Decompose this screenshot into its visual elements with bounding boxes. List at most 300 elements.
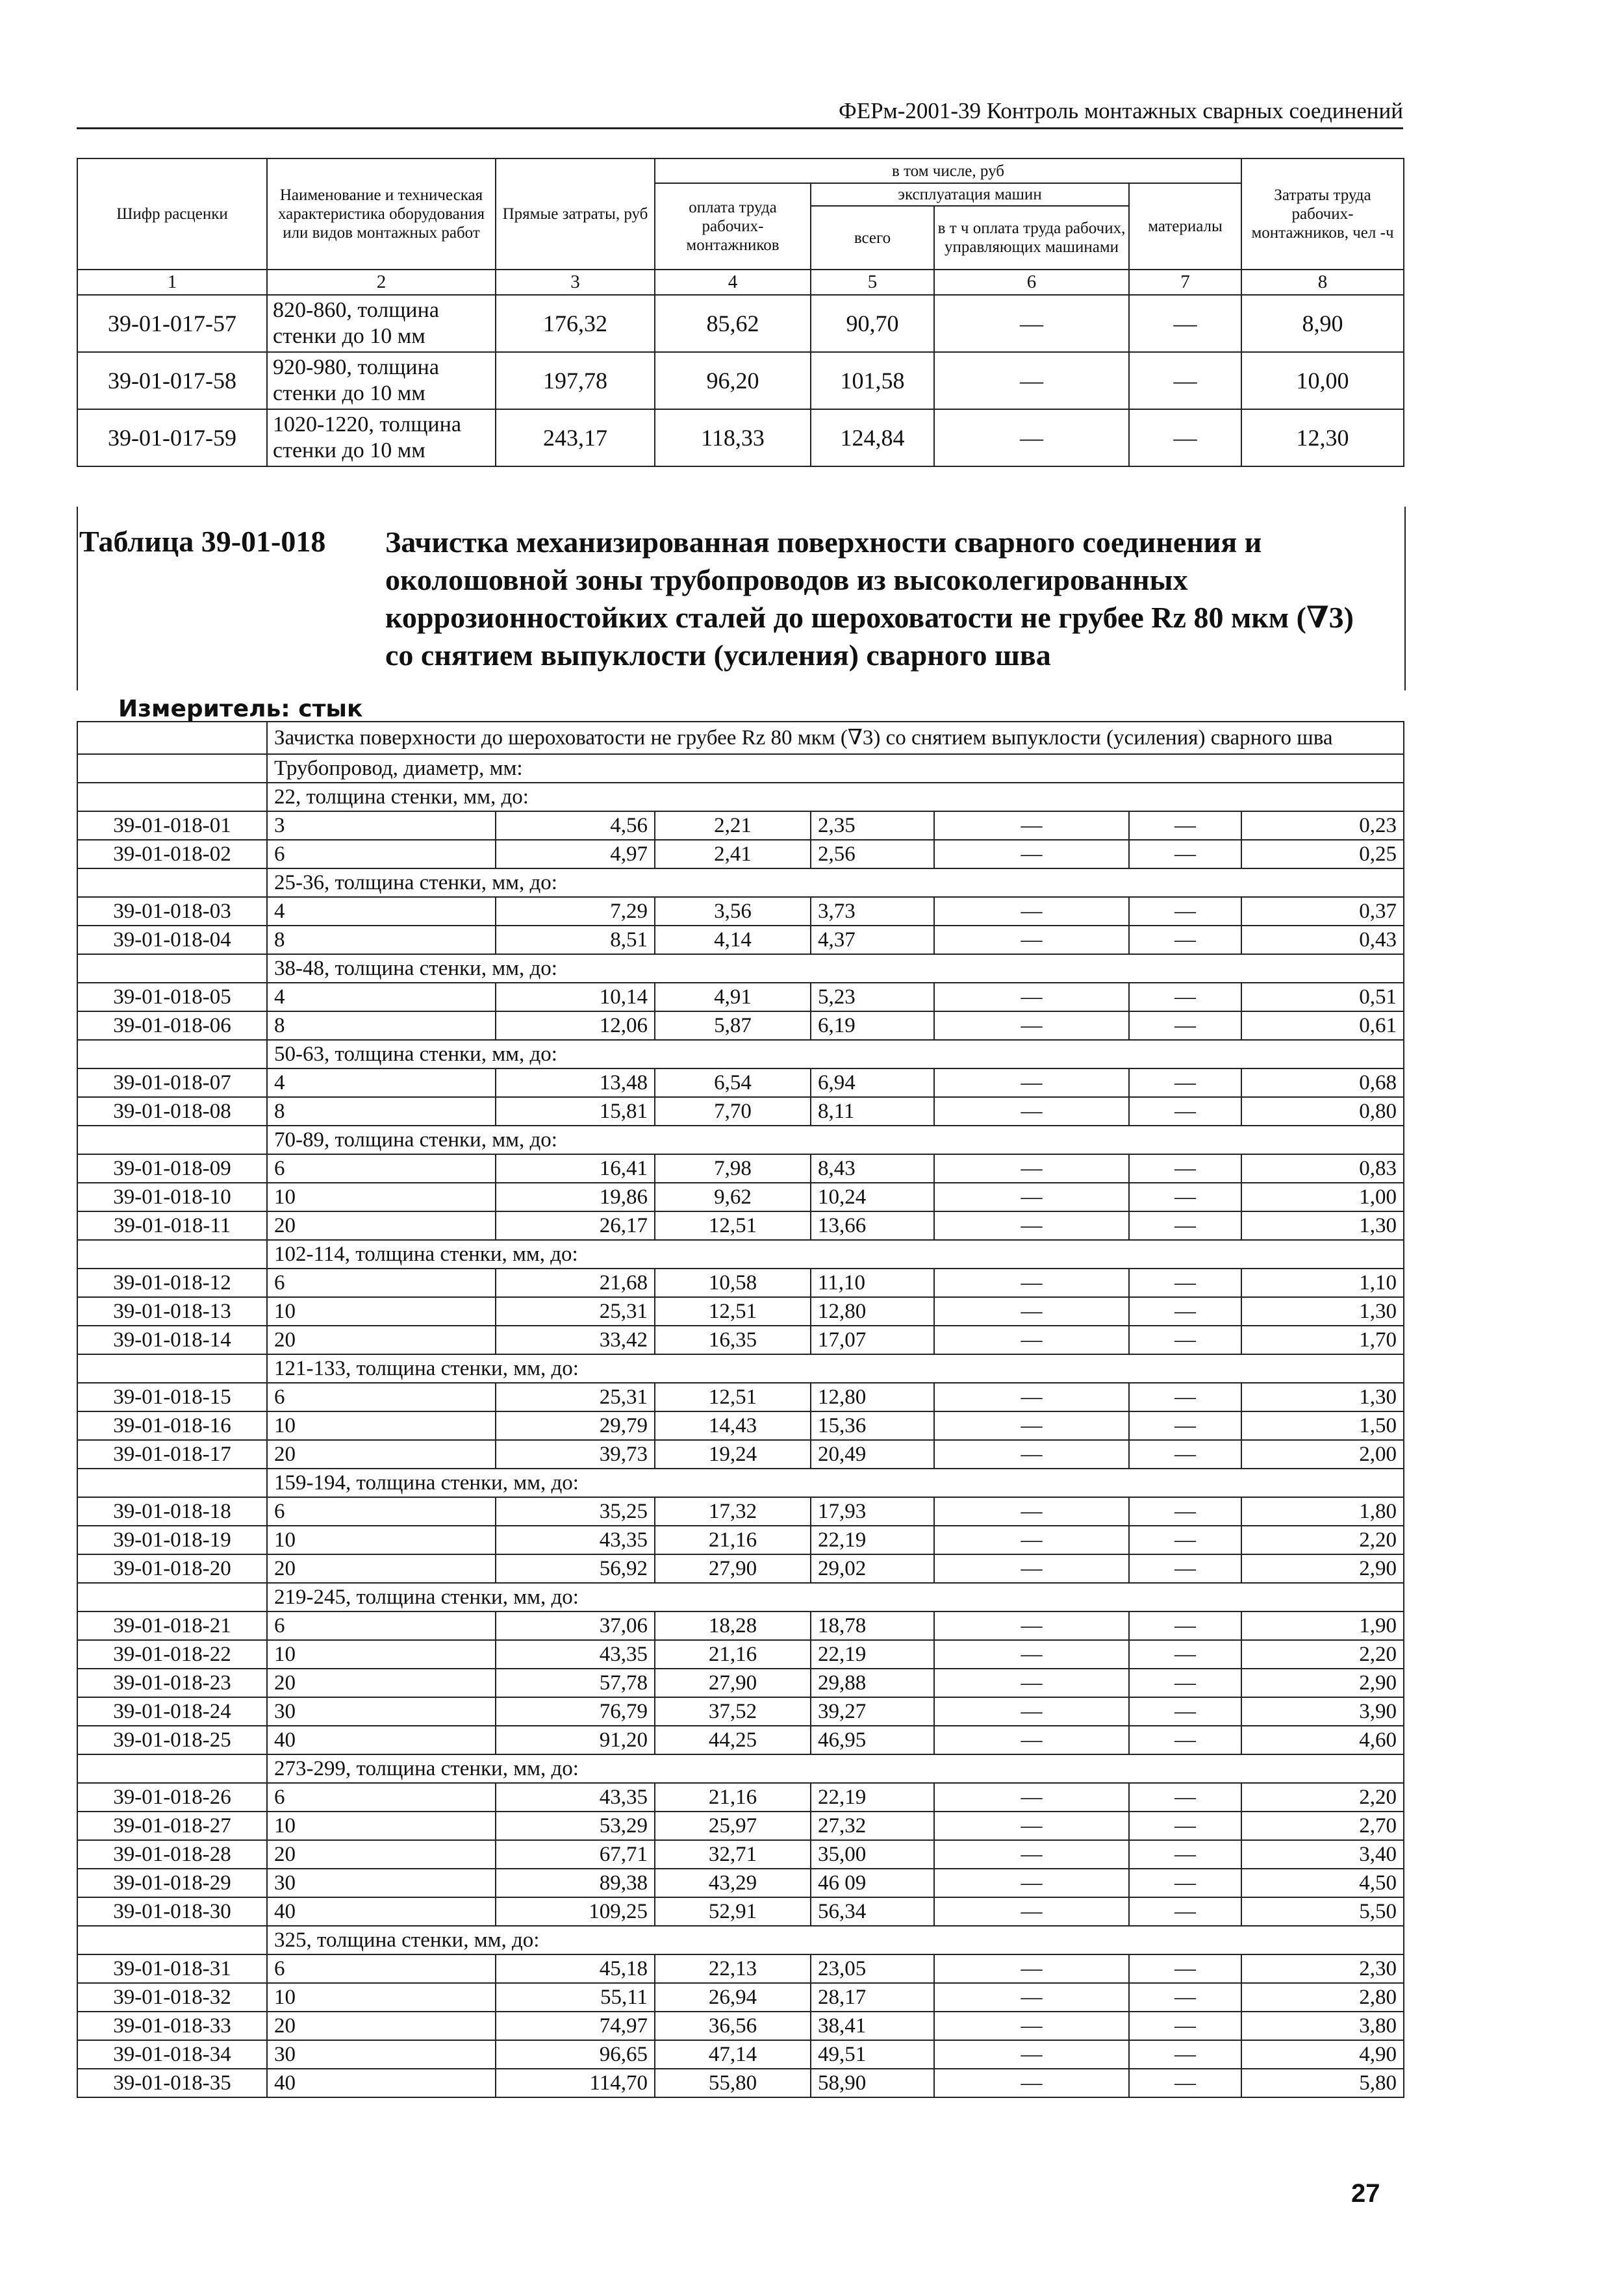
cell-labor: 5,50 bbox=[1241, 1897, 1404, 1926]
cell-machine-wages: — bbox=[934, 1097, 1129, 1126]
table-row bbox=[77, 983, 1404, 1011]
cell-materials: — bbox=[1129, 1812, 1241, 1840]
cell-total: 15,36 bbox=[811, 1411, 934, 1440]
cell-name: 920-980, толщина стенки до 10 мм bbox=[267, 352, 496, 409]
cell-materials: — bbox=[1129, 1669, 1241, 1697]
page-number: 27 bbox=[1351, 2179, 1380, 2208]
cell-machine-wages: — bbox=[934, 1983, 1129, 2012]
cell-total: 38,41 bbox=[811, 2012, 934, 2040]
cell-wages: 118,33 bbox=[655, 409, 811, 466]
cell-labor: 2,90 bbox=[1241, 1669, 1404, 1697]
cell-direct: 43,35 bbox=[496, 1783, 655, 1812]
cell-wages: 85,62 bbox=[655, 295, 811, 352]
cell-wages: 44,25 bbox=[655, 1726, 811, 1754]
column-number: 7 bbox=[1129, 270, 1241, 295]
cell-total: 90,70 bbox=[811, 295, 934, 352]
table-code: Таблица 39-01-018 bbox=[79, 525, 326, 558]
group-header-row bbox=[77, 1240, 1404, 1269]
cell-thickness: 6 bbox=[267, 840, 496, 868]
header-wages: оплата труда рабочих-монтажников bbox=[655, 183, 811, 270]
cell-materials: — bbox=[1129, 1497, 1241, 1526]
column-number: 6 bbox=[934, 270, 1129, 295]
cell-wages: 14,43 bbox=[655, 1411, 811, 1440]
group-label: 50-63, толщина стенки, мм, до: bbox=[267, 1040, 1404, 1068]
cell-labor: 4,50 bbox=[1241, 1869, 1404, 1897]
cell-wages: 22,13 bbox=[655, 1954, 811, 1983]
cell-thickness: 6 bbox=[267, 1383, 496, 1411]
cell-wages: 2,21 bbox=[655, 811, 811, 840]
cell-total: 6,19 bbox=[811, 1011, 934, 1040]
cell-labor: 2,20 bbox=[1241, 1783, 1404, 1812]
header-materials: материалы bbox=[1129, 183, 1241, 270]
cell-direct: 43,35 bbox=[496, 1526, 655, 1554]
column-number: 1 bbox=[77, 270, 267, 295]
cell-direct: 26,17 bbox=[496, 1211, 655, 1240]
cell-code: 39-01-018-32 bbox=[77, 1983, 267, 2012]
cell-total: 49,51 bbox=[811, 2040, 934, 2069]
cell-machine-wages: — bbox=[934, 1726, 1129, 1754]
cell-wages: 52,91 bbox=[655, 1897, 811, 1926]
cell-wages: 7,98 bbox=[655, 1154, 811, 1183]
cell-thickness: 8 bbox=[267, 1011, 496, 1040]
table-row bbox=[77, 1297, 1404, 1326]
cell-wages: 7,70 bbox=[655, 1097, 811, 1126]
cell-total: 8,11 bbox=[811, 1097, 934, 1126]
cell-materials: — bbox=[1129, 1726, 1241, 1754]
cell-wages: 12,51 bbox=[655, 1211, 811, 1240]
cell-code: 39-01-018-28 bbox=[77, 1840, 267, 1869]
cell-code: 39-01-018-24 bbox=[77, 1697, 267, 1726]
code-spacer bbox=[77, 1040, 267, 1068]
cell-machine-wages: — bbox=[934, 1526, 1129, 1554]
cell-total: 39,27 bbox=[811, 1697, 934, 1726]
cell-code: 39-01-018-14 bbox=[77, 1326, 267, 1354]
table-row bbox=[77, 1611, 1404, 1640]
cell-direct: 19,86 bbox=[496, 1183, 655, 1211]
cell-total: 2,56 bbox=[811, 840, 934, 868]
cell-code: 39-01-017-58 bbox=[77, 352, 267, 409]
cell-total: 8,43 bbox=[811, 1154, 934, 1183]
cell-wages: 4,14 bbox=[655, 926, 811, 954]
table-row bbox=[77, 1812, 1404, 1840]
table-row bbox=[77, 2069, 1404, 2097]
code-spacer bbox=[77, 722, 267, 754]
cell-thickness: 10 bbox=[267, 1983, 496, 2012]
cell-labor: 1,70 bbox=[1241, 1326, 1404, 1354]
cell-code: 39-01-018-13 bbox=[77, 1297, 267, 1326]
cell-code: 39-01-018-09 bbox=[77, 1154, 267, 1183]
table-row bbox=[77, 1954, 1404, 1983]
cell-direct: 197,78 bbox=[496, 352, 655, 409]
table-row bbox=[77, 1697, 1404, 1726]
cell-materials: — bbox=[1129, 352, 1241, 409]
cell-materials: — bbox=[1129, 897, 1241, 926]
cell-wages: 27,90 bbox=[655, 1669, 811, 1697]
cell-code: 39-01-018-30 bbox=[77, 1897, 267, 1926]
cell-direct: 29,79 bbox=[496, 1411, 655, 1440]
cell-machine-wages: — bbox=[934, 1211, 1129, 1240]
cell-materials: — bbox=[1129, 1840, 1241, 1869]
cell-code: 39-01-018-10 bbox=[77, 1183, 267, 1211]
cell-machine-wages: — bbox=[934, 1068, 1129, 1097]
cell-materials: — bbox=[1129, 1211, 1241, 1240]
cell-total: 11,10 bbox=[811, 1269, 934, 1297]
cell-thickness: 6 bbox=[267, 1154, 496, 1183]
cell-total: 22,19 bbox=[811, 1526, 934, 1554]
group-header-row bbox=[77, 1469, 1404, 1497]
cell-thickness: 40 bbox=[267, 1726, 496, 1754]
cell-materials: — bbox=[1129, 1068, 1241, 1097]
cell-total: 22,19 bbox=[811, 1640, 934, 1669]
cell-direct: 10,14 bbox=[496, 983, 655, 1011]
cell-code: 39-01-018-01 bbox=[77, 811, 267, 840]
table-row bbox=[77, 811, 1404, 840]
column-number: 5 bbox=[811, 270, 934, 295]
cell-thickness: 6 bbox=[267, 1954, 496, 1983]
cell-wages: 19,24 bbox=[655, 1440, 811, 1469]
cell-wages: 10,58 bbox=[655, 1269, 811, 1297]
cell-thickness: 20 bbox=[267, 2012, 496, 2040]
cell-materials: — bbox=[1129, 926, 1241, 954]
cell-thickness: 10 bbox=[267, 1411, 496, 1440]
cell-direct: 91,20 bbox=[496, 1726, 655, 1754]
cell-materials: — bbox=[1129, 1097, 1241, 1126]
cell-direct: 45,18 bbox=[496, 1954, 655, 1983]
cell-direct: 76,79 bbox=[496, 1697, 655, 1726]
cell-code: 39-01-018-31 bbox=[77, 1954, 267, 1983]
cell-direct: 25,31 bbox=[496, 1383, 655, 1411]
cell-wages: 6,54 bbox=[655, 1068, 811, 1097]
cell-labor: 1,90 bbox=[1241, 1611, 1404, 1640]
cell-wages: 32,71 bbox=[655, 1840, 811, 1869]
table-row bbox=[77, 840, 1404, 868]
cell-code: 39-01-018-03 bbox=[77, 897, 267, 926]
cell-labor: 2,90 bbox=[1241, 1554, 1404, 1583]
cell-materials: — bbox=[1129, 1897, 1241, 1926]
cell-direct: 57,78 bbox=[496, 1669, 655, 1697]
cell-wages: 17,32 bbox=[655, 1497, 811, 1526]
cell-machine-wages: — bbox=[934, 1554, 1129, 1583]
cell-direct: 53,29 bbox=[496, 1812, 655, 1840]
cell-wages: 16,35 bbox=[655, 1326, 811, 1354]
cell-labor: 0,83 bbox=[1241, 1154, 1404, 1183]
cell-machine-wages: — bbox=[934, 1440, 1129, 1469]
cell-thickness: 6 bbox=[267, 1269, 496, 1297]
column-number: 2 bbox=[267, 270, 496, 295]
cell-name: 820-860, толщина стенки до 10 мм bbox=[267, 295, 496, 352]
group-label: 325, толщина стенки, мм, до: bbox=[267, 1926, 1404, 1954]
group-label: 121-133, толщина стенки, мм, до: bbox=[267, 1354, 1404, 1383]
cell-machine-wages: — bbox=[934, 2012, 1129, 2040]
cell-labor: 0,80 bbox=[1241, 1097, 1404, 1126]
cell-thickness: 20 bbox=[267, 1211, 496, 1240]
cell-thickness: 10 bbox=[267, 1526, 496, 1554]
cell-code: 39-01-018-17 bbox=[77, 1440, 267, 1469]
cell-direct: 37,06 bbox=[496, 1611, 655, 1640]
cell-machine-wages: — bbox=[934, 1783, 1129, 1812]
table-row bbox=[77, 2040, 1404, 2069]
code-spacer bbox=[77, 954, 267, 983]
group-label: 22, толщина стенки, мм, до: bbox=[267, 783, 1404, 811]
group-header-row bbox=[77, 868, 1404, 897]
code-spacer bbox=[77, 1469, 267, 1497]
table-row bbox=[77, 1411, 1404, 1440]
cell-direct: 25,31 bbox=[496, 1297, 655, 1326]
cell-labor: 2,30 bbox=[1241, 1954, 1404, 1983]
cell-total: 13,66 bbox=[811, 1211, 934, 1240]
code-spacer bbox=[77, 1754, 267, 1783]
cell-machine-wages: — bbox=[934, 1611, 1129, 1640]
cell-total: 12,80 bbox=[811, 1383, 934, 1411]
group-header-row bbox=[77, 954, 1404, 983]
cell-thickness: 6 bbox=[267, 1497, 496, 1526]
header-labor: Затраты труда рабочих-монтажников, чел -ч bbox=[1241, 158, 1404, 270]
cell-machine-wages: — bbox=[934, 811, 1129, 840]
table-row bbox=[77, 1554, 1404, 1583]
cell-code: 39-01-017-59 bbox=[77, 409, 267, 466]
cell-labor: 0,25 bbox=[1241, 840, 1404, 868]
table-row bbox=[77, 1669, 1404, 1697]
cell-wages: 43,29 bbox=[655, 1869, 811, 1897]
cell-machine-wages: — bbox=[934, 1840, 1129, 1869]
cell-labor: 2,20 bbox=[1241, 1640, 1404, 1669]
cell-direct: 89,38 bbox=[496, 1869, 655, 1897]
cell-code: 39-01-018-26 bbox=[77, 1783, 267, 1812]
cell-direct: 67,71 bbox=[496, 1840, 655, 1869]
code-spacer bbox=[77, 783, 267, 811]
table-row bbox=[77, 1011, 1404, 1040]
table-row bbox=[77, 1840, 1404, 1869]
cell-total: 28,17 bbox=[811, 1983, 934, 2012]
cell-direct: 4,97 bbox=[496, 840, 655, 868]
cell-thickness: 30 bbox=[267, 1869, 496, 1897]
table-row bbox=[77, 1211, 1404, 1240]
cell-wages: 36,56 bbox=[655, 2012, 811, 2040]
cell-total: 10,24 bbox=[811, 1183, 934, 1211]
cell-wages: 21,16 bbox=[655, 1640, 811, 1669]
group-label: 25-36, толщина стенки, мм, до: bbox=[267, 868, 1404, 897]
cell-code: 39-01-018-33 bbox=[77, 2012, 267, 2040]
cell-code: 39-01-018-15 bbox=[77, 1383, 267, 1411]
column-number: 4 bbox=[655, 270, 811, 295]
group-label: 70-89, толщина стенки, мм, до: bbox=[267, 1126, 1404, 1154]
measure-unit: Измеритель: стык bbox=[118, 696, 363, 722]
cell-total: 6,94 bbox=[811, 1068, 934, 1097]
cell-labor: 2,80 bbox=[1241, 1983, 1404, 2012]
cell-materials: — bbox=[1129, 1640, 1241, 1669]
work-description: Зачистка поверхности до шероховатости не грубее Rz 80 мкм (∇3) со снятием выпуклости (усиления) сварного шва bbox=[267, 722, 1404, 754]
code-spacer bbox=[77, 1583, 267, 1611]
cell-name: 1020-1220, толщина стенки до 10 мм bbox=[267, 409, 496, 466]
header-direct: Прямые затраты, руб bbox=[496, 158, 655, 270]
cell-total: 18,78 bbox=[811, 1611, 934, 1640]
cell-materials: — bbox=[1129, 1869, 1241, 1897]
cell-machine-wages: — bbox=[934, 983, 1129, 1011]
cell-materials: — bbox=[1129, 1526, 1241, 1554]
pipe-label-row bbox=[77, 754, 1404, 783]
cell-materials: — bbox=[1129, 409, 1241, 466]
cell-wages: 21,16 bbox=[655, 1526, 811, 1554]
table-row bbox=[77, 897, 1404, 926]
group-header-row bbox=[77, 1583, 1404, 1611]
cell-thickness: 10 bbox=[267, 1812, 496, 1840]
cell-code: 39-01-018-29 bbox=[77, 1869, 267, 1897]
group-label: 273-299, толщина стенки, мм, до: bbox=[267, 1754, 1404, 1783]
cell-direct: 33,42 bbox=[496, 1326, 655, 1354]
cell-materials: — bbox=[1129, 1297, 1241, 1326]
cell-code: 39-01-018-05 bbox=[77, 983, 267, 1011]
cell-wages: 25,97 bbox=[655, 1812, 811, 1840]
cell-direct: 56,92 bbox=[496, 1554, 655, 1583]
cell-code: 39-01-018-25 bbox=[77, 1726, 267, 1754]
group-header-row bbox=[77, 1354, 1404, 1383]
cell-direct: 39,73 bbox=[496, 1440, 655, 1469]
cell-code: 39-01-018-27 bbox=[77, 1812, 267, 1840]
cell-labor: 2,20 bbox=[1241, 1526, 1404, 1554]
cell-thickness: 8 bbox=[267, 1097, 496, 1126]
cell-labor: 0,37 bbox=[1241, 897, 1404, 926]
cell-machine-wages: — bbox=[934, 1669, 1129, 1697]
cell-machine-wages: — bbox=[934, 295, 1129, 352]
cell-thickness: 20 bbox=[267, 1840, 496, 1869]
cell-total: 29,02 bbox=[811, 1554, 934, 1583]
code-spacer bbox=[77, 754, 267, 783]
table-row bbox=[77, 1983, 1404, 2012]
cell-total: 20,49 bbox=[811, 1440, 934, 1469]
cell-code: 39-01-018-04 bbox=[77, 926, 267, 954]
table-row bbox=[77, 1526, 1404, 1554]
cell-code: 39-01-018-21 bbox=[77, 1611, 267, 1640]
cell-machine-wages: — bbox=[934, 926, 1129, 954]
cell-total: 27,32 bbox=[811, 1812, 934, 1840]
cell-total: 35,00 bbox=[811, 1840, 934, 1869]
cell-wages: 96,20 bbox=[655, 352, 811, 409]
cell-thickness: 10 bbox=[267, 1183, 496, 1211]
cell-code: 39-01-017-57 bbox=[77, 295, 267, 352]
cell-wages: 55,80 bbox=[655, 2069, 811, 2097]
table-row bbox=[77, 1383, 1404, 1411]
cell-machine-wages: — bbox=[934, 1497, 1129, 1526]
cell-thickness: 4 bbox=[267, 1068, 496, 1097]
cell-labor: 1,30 bbox=[1241, 1383, 1404, 1411]
cell-labor: 3,40 bbox=[1241, 1840, 1404, 1869]
cell-code: 39-01-018-08 bbox=[77, 1097, 267, 1126]
cell-labor: 0,61 bbox=[1241, 1011, 1404, 1040]
column-number-row bbox=[77, 270, 1404, 295]
table-row bbox=[77, 352, 1404, 409]
cell-machine-wages: — bbox=[934, 2040, 1129, 2069]
cell-labor: 1,50 bbox=[1241, 1411, 1404, 1440]
group-header-row bbox=[77, 783, 1404, 811]
cell-materials: — bbox=[1129, 1183, 1241, 1211]
cell-thickness: 20 bbox=[267, 1326, 496, 1354]
cell-thickness: 4 bbox=[267, 897, 496, 926]
column-number: 8 bbox=[1241, 270, 1404, 295]
cell-total: 29,88 bbox=[811, 1669, 934, 1697]
cell-labor: 5,80 bbox=[1241, 2069, 1404, 2097]
cell-labor: 0,51 bbox=[1241, 983, 1404, 1011]
cell-materials: — bbox=[1129, 1326, 1241, 1354]
table-row bbox=[77, 1183, 1404, 1211]
table-title-block bbox=[77, 507, 1406, 722]
group-header-row bbox=[77, 1040, 1404, 1068]
cell-thickness: 10 bbox=[267, 1297, 496, 1326]
cell-total: 3,73 bbox=[811, 897, 934, 926]
cell-code: 39-01-018-35 bbox=[77, 2069, 267, 2097]
code-spacer bbox=[77, 868, 267, 897]
group-label: 102-114, толщина стенки, мм, до: bbox=[267, 1240, 1404, 1269]
code-spacer bbox=[77, 1126, 267, 1154]
cell-materials: — bbox=[1129, 1783, 1241, 1812]
cell-total: 56,34 bbox=[811, 1897, 934, 1926]
cell-machine-wages: — bbox=[934, 409, 1129, 466]
cell-thickness: 10 bbox=[267, 1640, 496, 1669]
cell-total: 46,95 bbox=[811, 1726, 934, 1754]
cell-code: 39-01-018-11 bbox=[77, 1211, 267, 1240]
cell-total: 5,23 bbox=[811, 983, 934, 1011]
cell-direct: 21,68 bbox=[496, 1269, 655, 1297]
cell-labor: 3,80 bbox=[1241, 2012, 1404, 2040]
cell-direct: 43,35 bbox=[496, 1640, 655, 1669]
cell-materials: — bbox=[1129, 1411, 1241, 1440]
cell-thickness: 20 bbox=[267, 1669, 496, 1697]
cell-code: 39-01-018-02 bbox=[77, 840, 267, 868]
cell-wages: 9,62 bbox=[655, 1183, 811, 1211]
header-text: ФЕРм-2001-39 Контроль монтажных сварных соединений bbox=[839, 98, 1403, 123]
table-row bbox=[77, 409, 1404, 466]
cell-labor: 2,00 bbox=[1241, 1440, 1404, 1469]
cell-machine-wages: — bbox=[934, 1897, 1129, 1926]
cell-code: 39-01-018-19 bbox=[77, 1526, 267, 1554]
cell-direct: 15,81 bbox=[496, 1097, 655, 1126]
cell-direct: 243,17 bbox=[496, 409, 655, 466]
cell-machine-wages: — bbox=[934, 1812, 1129, 1840]
cell-total: 2,35 bbox=[811, 811, 934, 840]
cell-materials: — bbox=[1129, 1954, 1241, 1983]
cell-wages: 27,90 bbox=[655, 1554, 811, 1583]
header-code: Шифр расценки bbox=[77, 158, 267, 270]
cell-machine-wages: — bbox=[934, 1640, 1129, 1669]
cell-direct: 16,41 bbox=[496, 1154, 655, 1183]
cell-labor: 0,68 bbox=[1241, 1068, 1404, 1097]
cell-machine-wages: — bbox=[934, 2069, 1129, 2097]
pipe-label: Трубопровод, диаметр, мм: bbox=[267, 754, 1404, 783]
cell-materials: — bbox=[1129, 1440, 1241, 1469]
cell-total: 22,19 bbox=[811, 1783, 934, 1812]
cell-labor: 8,90 bbox=[1241, 295, 1404, 352]
cell-thickness: 40 bbox=[267, 2069, 496, 2097]
cell-total: 4,37 bbox=[811, 926, 934, 954]
table-row bbox=[77, 926, 1404, 954]
header-machines: эксплуатация машин bbox=[811, 183, 1129, 206]
cell-total: 124,84 bbox=[811, 409, 934, 466]
cell-materials: — bbox=[1129, 840, 1241, 868]
cell-wages: 12,51 bbox=[655, 1297, 811, 1326]
code-spacer bbox=[77, 1240, 267, 1269]
cell-labor: 0,43 bbox=[1241, 926, 1404, 954]
cell-materials: — bbox=[1129, 2040, 1241, 2069]
cell-materials: — bbox=[1129, 1383, 1241, 1411]
cell-machine-wages: — bbox=[934, 897, 1129, 926]
table-row bbox=[77, 1497, 1404, 1526]
cell-labor: 4,90 bbox=[1241, 2040, 1404, 2069]
cell-direct: 96,65 bbox=[496, 2040, 655, 2069]
cell-wages: 21,16 bbox=[655, 1783, 811, 1812]
cell-code: 39-01-018-16 bbox=[77, 1411, 267, 1440]
cell-labor: 1,10 bbox=[1241, 1269, 1404, 1297]
cell-wages: 18,28 bbox=[655, 1611, 811, 1640]
cell-labor: 1,30 bbox=[1241, 1211, 1404, 1240]
